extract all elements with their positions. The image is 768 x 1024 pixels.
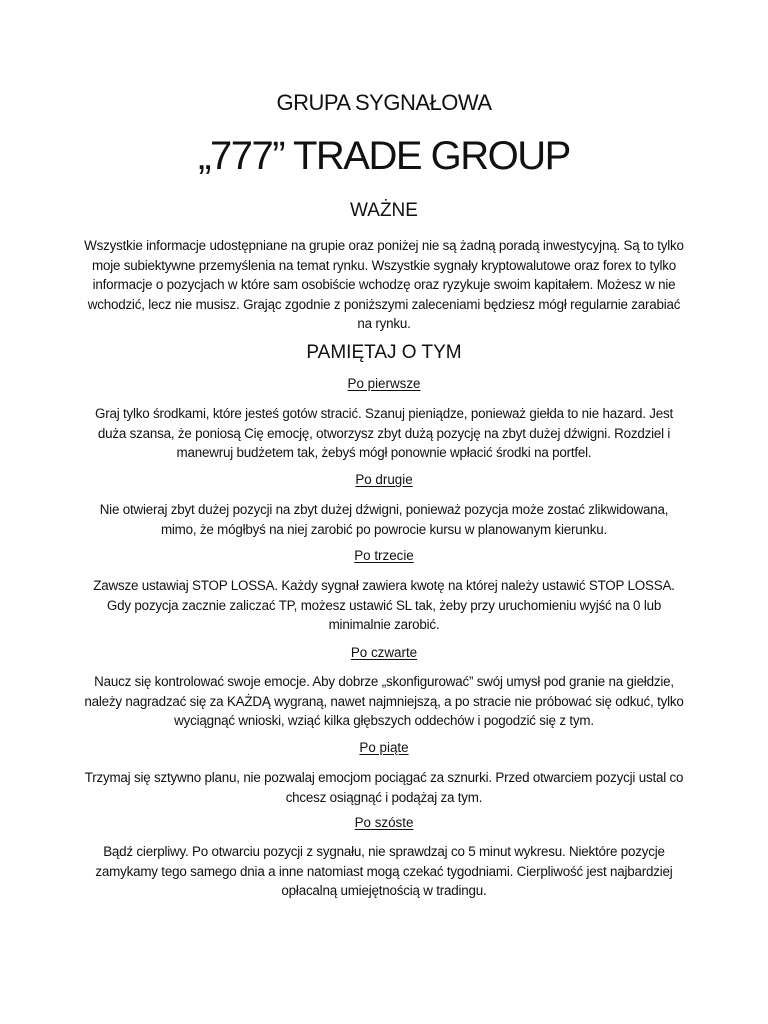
section-heading-third: Po trzecie	[354, 548, 414, 563]
remember-heading: PAMIĘTAJ O TYM	[306, 342, 462, 363]
section-heading-sixth: Po szóste	[354, 815, 414, 830]
section-body-third: Zawsze ustawiaj STOP LOSSA. Każdy sygnał zawiera kwotę na której należy ustawić STOP LOSSA. Gdy pozycja zacznie zaliczać TP, możesz ustawić SL tak, żeby przy uruchomieniu wyjść na 0 lub minimalnie zarobić.	[93, 578, 675, 632]
document-subtitle: GRUPA SYGNAŁOWA	[276, 90, 492, 115]
section-body-sixth: Bądź cierpliwy. Po otwarciu pozycji z sygnału, nie sprawdzaj co 5 minut wykresu. Niektóre pozycje zamykamy tego samego dnia a inne natomiast mogą czekać tygodniami. Cierpliwość jest najbardziej opłacalną umiejętnością w tradingu.	[95, 844, 673, 898]
section-heading-fifth: Po piąte	[359, 740, 409, 755]
important-heading: WAŻNE	[350, 200, 418, 221]
document-title: „777” TRADE GROUP	[198, 134, 570, 178]
section-body-fifth: Trzymaj się sztywno planu, nie pozwalaj emocjom pociągać za sznurki. Przed otwarciem pozycji ustal co chcesz osiągnąć i podążaj za tym.	[84, 770, 684, 805]
section-body-fourth: Naucz się kontrolować swoje emocje. Aby dobrze „skonfigurować” swój umysł pod granie na giełdzie, należy nagradzać się za KAŻDĄ wygraną, nawet najmniejszą, a po stracie nie próbować się odkuć, tylko wyciągnąć wnioski, wziąć kilka głębszych oddechów i pogodzić się z tym.	[84, 674, 684, 728]
section-heading-fourth: Po czwarte	[350, 645, 418, 660]
section-body-second: Nie otwieraj zbyt dużej pozycji na zbyt dużej dźwigni, ponieważ pozycja może zostać zlikwidowana, mimo, że mógłbyś na niej zarobić po powrocie kursu w planowanym kierunku.	[99, 502, 669, 537]
section-heading-second: Po drugie	[355, 472, 413, 487]
section-body-first: Graj tylko środkami, które jesteś gotów stracić. Szanuj pieniądze, ponieważ giełda to nie hazard. Jest duża szansa, że poniosą Cię emocję, otworzysz zbyt dużą pozycję na zbyt dużej dźwigni. Rozdziel i manewruj budżetem tak, żebyś mógł ponownie wpłacić środki na portfel.	[94, 406, 673, 460]
section-heading-first: Po pierwsze	[347, 376, 421, 391]
intro-paragraph: Wszystkie informacje udostępniane na grupie oraz poniżej nie są żadną poradą inwestycyjną. Są to tylko moje subiektywne przemyślenia na temat rynku. Wszystkie sygnały kryptowalutowe oraz forex to tylko informacje o pozycjach w które sam osobiście wchodzę oraz ryzykuje swoim kapitałem. Możesz w nie wchodzić, lecz nie musisz. Grając zgodnie z poniższymi zaleceniami będziesz mógł regularnie zarabiać na rynku.	[84, 238, 684, 331]
